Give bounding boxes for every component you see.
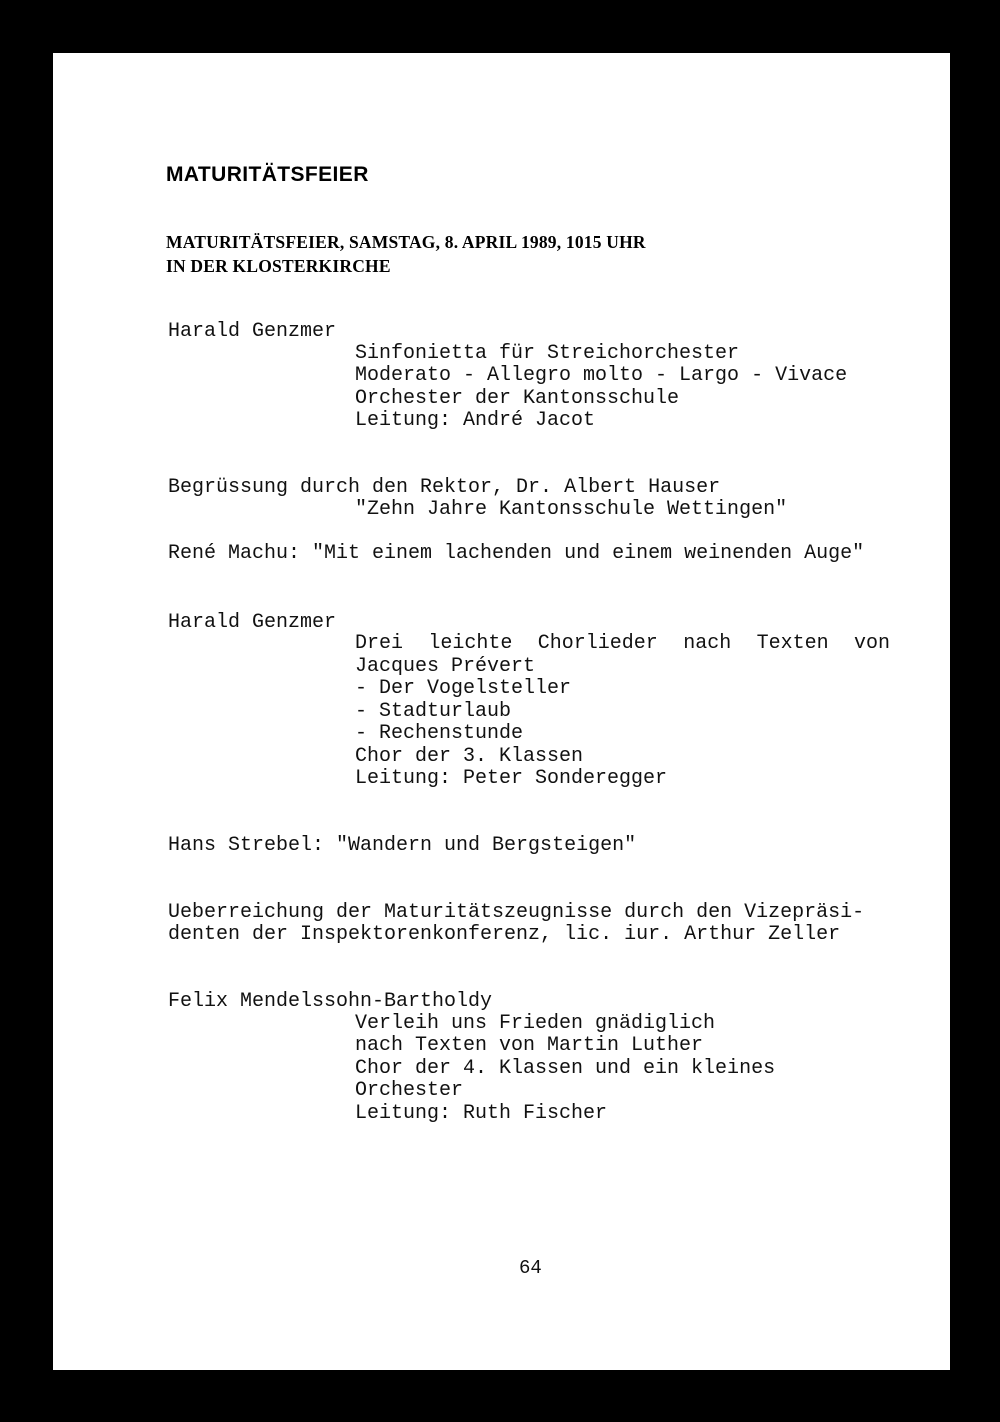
item1-line: Moderato - Allegro molto - Largo - Vivace (355, 364, 848, 388)
item4-line: - Rechenstunde (355, 722, 524, 746)
item4-composer: Harald Genzmer (168, 611, 337, 634)
item7-line: Chor der 4. Klassen und ein kleines (355, 1056, 776, 1080)
item1-composer: Harald Genzmer (168, 320, 337, 343)
item4-word: nach (683, 632, 732, 655)
item7-line: Orchester (355, 1079, 464, 1103)
item7-details (355, 1013, 775, 1125)
item2-subtitle: "Zehn Jahre Kantonsschule Wettingen" (355, 498, 788, 521)
item3-title: René Machu: "Mit einem lachenden und einem weinenden Auge" (168, 542, 865, 565)
page-number: 64 (519, 1257, 542, 1279)
event-line-2: IN DER KLOSTERKIRCHE (166, 256, 391, 276)
item1-line: Leitung: André Jacot (355, 409, 596, 433)
item1-line: Sinfonietta für Streichorchester (355, 342, 740, 365)
item7-line: nach Texten von Martin Luther (355, 1034, 704, 1058)
item4-line: Leitung: Peter Sonderegger (355, 767, 668, 791)
item2-title: Begrüssung durch den Rektor, Dr. Albert Hauser (168, 476, 721, 499)
item4-details (355, 656, 667, 790)
item4-word: von (853, 632, 890, 655)
page-heading: MATURITÄTSFEIER (166, 163, 369, 186)
item4-line: Jacques Prévert (355, 655, 536, 678)
item4-line: - Der Vogelsteller (355, 677, 572, 701)
item4-line: - Stadturlaub (355, 699, 512, 723)
item7-line: Leitung: Ruth Fischer (355, 1101, 608, 1125)
item4-first-line (355, 633, 890, 655)
item4-word: Texten (756, 632, 829, 655)
event-line-1: MATURITÄTSFEIER, SAMSTAG, 8. APRIL 1989, 1015 UHR (166, 232, 646, 252)
item6-line-2: denten der Inspektorenkonferenz, lic. iur. Arthur Zeller (168, 923, 841, 946)
item7-line: Verleih uns Frieden gnädiglich (355, 1012, 716, 1035)
item1-line: Orchester der Kantonsschule (355, 386, 680, 410)
item4-line: Chor der 3. Klassen (355, 744, 584, 768)
item5-title: Hans Strebel: "Wandern und Bergsteigen" (168, 834, 637, 857)
item4-word: leichte (428, 632, 513, 655)
item1-details (355, 343, 847, 433)
item7-composer: Felix Mendelssohn-Bartholdy (168, 990, 493, 1013)
item6-line-1: Ueberreichung der Maturitätszeugnisse durch den Vizepräsi- (168, 901, 865, 924)
item4-word: Chorlieder (537, 632, 658, 655)
item4-word: Drei (355, 632, 404, 655)
